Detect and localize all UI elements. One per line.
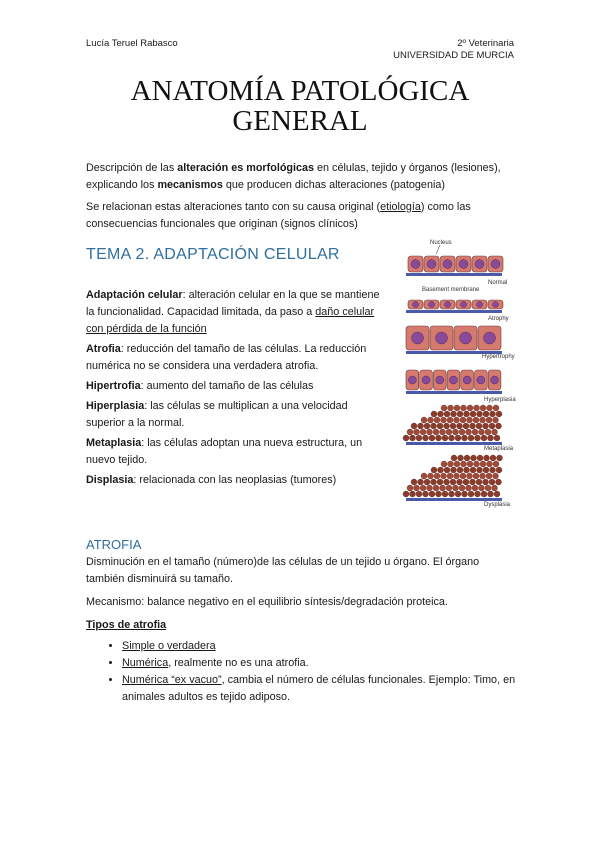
- dysplasia-cell: [403, 491, 409, 497]
- definitions-list: [86, 287, 386, 492]
- cell-nucleus: [429, 302, 435, 308]
- metaplasia-cell: [436, 435, 442, 441]
- metaplasia-cell: [421, 417, 427, 423]
- metaplasia-cell: [441, 405, 447, 411]
- underlined-term: etiología: [380, 201, 421, 213]
- dysplasia-cell: [459, 485, 465, 491]
- bold-term: mecanismos: [157, 179, 223, 191]
- dysplasia-cell: [427, 485, 433, 491]
- dysplasia-cell: [438, 467, 444, 473]
- metaplasia-cell: [438, 411, 444, 417]
- metaplasia-cell: [451, 411, 457, 417]
- dysplasia-cell: [457, 467, 463, 473]
- cell-nucleus: [484, 332, 496, 344]
- metaplasia-cell: [418, 423, 424, 429]
- metaplasia-cell: [431, 411, 437, 417]
- list-item: • Simple o verdadera: [122, 638, 542, 655]
- metaplasia-cell: [462, 435, 468, 441]
- intro-paragraph-1: Descripción de las alteración es morfológicas en células, tejido y órganos (lesiones), explicando los mecanismos que producen dichas alteraciones (patogenia): [86, 162, 501, 191]
- header-course: 2º Veterinaria: [457, 38, 514, 49]
- dysplasia-cell: [407, 485, 413, 491]
- cell-nucleus: [412, 332, 424, 344]
- dysplasia-cell: [441, 473, 447, 479]
- dysplasia-cell: [429, 491, 435, 497]
- metaplasia-cell: [420, 429, 426, 435]
- metaplasia-tissue: [403, 405, 502, 445]
- dysplasia-cell: [418, 479, 424, 485]
- metaplasia-cell: [416, 435, 422, 441]
- hypertrophy-tissue: [406, 326, 502, 354]
- dysplasia-cell: [490, 467, 496, 473]
- metaplasia-cell: [492, 429, 498, 435]
- metaplasia-cell: [467, 417, 473, 423]
- metaplasia-cell: [496, 423, 502, 429]
- dysplasia-cell: [481, 491, 487, 497]
- dysplasia-cell: [454, 461, 460, 467]
- cell-nucleus: [459, 260, 468, 269]
- dysplasia-cell: [496, 467, 502, 473]
- atrofia-paragraph-1: Disminución en el tamaño (número)de las células de un tejido u órgano. El órgano también disminuirá su tamaño.: [86, 556, 480, 585]
- dysplasia-cell: [490, 455, 496, 461]
- metaplasia-cell: [433, 429, 439, 435]
- dysplasia-cell: [473, 473, 479, 479]
- dysplasia-cell: [428, 473, 434, 479]
- dysplasia-cell: [488, 491, 494, 497]
- metaplasia-cell: [444, 411, 450, 417]
- metaplasia-cell: [475, 435, 481, 441]
- dysplasia-cell: [416, 491, 422, 497]
- metaplasia-cell: [427, 429, 433, 435]
- metaplasia-cell: [474, 405, 480, 411]
- metaplasia-cell: [431, 423, 437, 429]
- dysplasia-cell: [466, 485, 472, 491]
- metaplasia-cell: [403, 435, 409, 441]
- cell-nucleus: [460, 332, 472, 344]
- dysplasia-cell: [453, 485, 459, 491]
- dysplasia-cell: [455, 491, 461, 497]
- dysplasia-cell: [431, 467, 437, 473]
- dysplasia-cell: [411, 479, 417, 485]
- basement-membrane: [406, 391, 502, 394]
- basement-membrane: [406, 498, 502, 501]
- basement-membrane: [406, 442, 502, 445]
- cell-nucleus: [422, 376, 430, 384]
- metaplasia-cell: [490, 411, 496, 417]
- page-title: [0, 76, 600, 136]
- dysplasia-cell: [436, 491, 442, 497]
- metaplasia-cell: [470, 423, 476, 429]
- metaplasia-cell: [407, 429, 413, 435]
- basement-membrane: [406, 310, 502, 313]
- dysplasia-cell: [484, 455, 490, 461]
- dysplasia-cell: [451, 467, 457, 473]
- metaplasia-cell: [477, 411, 483, 417]
- metaplasia-cell: [480, 405, 486, 411]
- intro-paragraph-2: Se relacionan estas alteraciones tanto con su causa original (etiología) como las consecuencias funcionales que originan (signos clínicos): [86, 201, 471, 230]
- dysplasia-cell: [454, 473, 460, 479]
- dysplasia-cell: [494, 491, 500, 497]
- metaplasia-cell: [441, 417, 447, 423]
- hyperplasia-tissue: [406, 370, 502, 394]
- title-line-1: ANATOMÍA PATOLÓGICA: [130, 75, 470, 107]
- metaplasia-cell: [447, 417, 453, 423]
- dysplasia-cell: [446, 485, 452, 491]
- dysplasia-cell: [434, 473, 440, 479]
- dysplasia-cell: [468, 491, 474, 497]
- dysplasia-tissue: [403, 455, 503, 501]
- bold-term: alteración es morfológicas: [177, 162, 315, 174]
- metaplasia-cell: [453, 429, 459, 435]
- dysplasia-cell: [433, 485, 439, 491]
- dysplasia-cell: [437, 479, 443, 485]
- atrophy-tissue: [406, 300, 503, 313]
- cell-nucleus: [436, 332, 448, 344]
- list-item: • Numérica “ex vacuo”, cambia el número de células funcionales. Ejemplo: Timo, en animales adultos es tejido adiposo.: [122, 672, 542, 706]
- dysplasia-cell: [487, 461, 493, 467]
- metaplasia-cell: [466, 429, 472, 435]
- dysplasia-cell: [420, 485, 426, 491]
- normal-tissue: [406, 256, 503, 276]
- header-author: Lucía Teruel Rabasco: [86, 38, 178, 49]
- label-normal: Normal: [488, 280, 508, 286]
- def-atrofia: Atrofia: reducción del tamaño de las células. La reducción numérica no se considera una verdadera atrofia.: [86, 343, 367, 372]
- metaplasia-cell: [487, 405, 493, 411]
- metaplasia-cell: [442, 435, 448, 441]
- metaplasia-cell: [460, 417, 466, 423]
- def-hiperplasia: Hiperplasia: las células se multiplican a una velocidad superior a la normal.: [86, 400, 348, 429]
- cell-nucleus: [475, 260, 484, 269]
- cell-nucleus: [491, 260, 500, 269]
- dysplasia-cell: [462, 491, 468, 497]
- dysplasia-cell: [440, 485, 446, 491]
- section-heading-tema2: TEMA 2. ADAPTACIÓN CELULAR: [86, 246, 340, 263]
- metaplasia-cell: [459, 429, 465, 435]
- metaplasia-cell: [437, 423, 443, 429]
- dysplasia-cell: [464, 455, 470, 461]
- metaplasia-cell: [448, 405, 454, 411]
- cell-nucleus: [477, 376, 485, 384]
- basement-membrane: [406, 273, 502, 276]
- metaplasia-cell: [468, 435, 474, 441]
- dysplasia-cell: [448, 461, 454, 467]
- cell-nucleus: [449, 376, 457, 384]
- dysplasia-cell: [485, 485, 491, 491]
- metaplasia-cell: [483, 411, 489, 417]
- metaplasia-cell: [488, 435, 494, 441]
- cell-nucleus: [491, 376, 499, 384]
- metaplasia-cell: [485, 429, 491, 435]
- dysplasia-cell: [474, 461, 480, 467]
- metaplasia-cell: [486, 417, 492, 423]
- metaplasia-cell: [494, 435, 500, 441]
- dysplasia-cell: [477, 455, 483, 461]
- metaplasia-cell: [457, 411, 463, 417]
- label-hyperplasia: Hyperplasia: [484, 397, 516, 403]
- metaplasia-cell: [457, 423, 463, 429]
- metaplasia-cell: [428, 417, 434, 423]
- dysplasia-cell: [460, 473, 466, 479]
- dysplasia-cell: [486, 473, 492, 479]
- dysplasia-cell: [410, 491, 416, 497]
- dysplasia-cell: [442, 491, 448, 497]
- header-right: [393, 38, 514, 62]
- cell-nucleus: [461, 302, 467, 308]
- label-atrophy: Atrophy: [488, 316, 509, 322]
- dysplasia-cell: [479, 485, 485, 491]
- cell-nucleus: [493, 302, 499, 308]
- cellular-adaptation-figure: [392, 234, 516, 510]
- metaplasia-cell: [473, 417, 479, 423]
- def-displasia: Displasia: relacionada con las neoplasias (tumores): [86, 474, 337, 486]
- dysplasia-cell: [444, 479, 450, 485]
- label-dysplasia: Dysplasia: [484, 502, 511, 508]
- metaplasia-cell: [470, 411, 476, 417]
- dysplasia-cell: [493, 461, 499, 467]
- cell-nucleus: [427, 260, 436, 269]
- metaplasia-cell: [454, 417, 460, 423]
- metaplasia-cell: [455, 435, 461, 441]
- dysplasia-cell: [414, 485, 420, 491]
- label-basement-membrane: Basement membrane: [422, 287, 480, 293]
- cell-nucleus: [477, 302, 483, 308]
- metaplasia-cell: [496, 411, 502, 417]
- metaplasia-cell: [423, 435, 429, 441]
- cell-nucleus: [413, 302, 419, 308]
- metaplasia-cell: [440, 429, 446, 435]
- cell-nucleus: [463, 376, 471, 384]
- atrofia-paragraph-2: Mecanismo: balance negativo en el equilibrio síntesis/degradación proteica.: [86, 596, 448, 608]
- dysplasia-cell: [458, 455, 464, 461]
- metaplasia-cell: [414, 429, 420, 435]
- dysplasia-cell: [470, 479, 476, 485]
- dysplasia-cell: [493, 473, 499, 479]
- dysplasia-cell: [467, 473, 473, 479]
- label-metaplasia: Metaplasia: [484, 446, 514, 452]
- metaplasia-cell: [444, 423, 450, 429]
- dysplasia-cell: [483, 479, 489, 485]
- dysplasia-cell: [463, 479, 469, 485]
- label-hypertrophy: Hypertrophy: [482, 354, 515, 360]
- cell-nucleus: [411, 260, 420, 269]
- metaplasia-cell: [461, 405, 467, 411]
- metaplasia-cell: [483, 423, 489, 429]
- dysplasia-cell: [457, 479, 463, 485]
- tipos-list: [100, 638, 542, 706]
- dysplasia-cell: [477, 467, 483, 473]
- dysplasia-cell: [475, 491, 481, 497]
- dysplasia-cell: [424, 479, 430, 485]
- metaplasia-cell: [424, 423, 430, 429]
- dysplasia-cell: [451, 455, 457, 461]
- dysplasia-cell: [470, 467, 476, 473]
- metaplasia-cell: [467, 405, 473, 411]
- metaplasia-cell: [472, 429, 478, 435]
- metaplasia-cell: [489, 423, 495, 429]
- cell-nucleus: [436, 376, 444, 384]
- dysplasia-cell: [464, 467, 470, 473]
- cell-nucleus: [445, 302, 451, 308]
- dysplasia-cell: [476, 479, 482, 485]
- metaplasia-cell: [434, 417, 440, 423]
- cell-nucleus: [408, 376, 416, 384]
- dysplasia-cell: [489, 479, 495, 485]
- dysplasia-cell: [449, 491, 455, 497]
- cell-nucleus: [443, 260, 452, 269]
- list-item: • Numérica, realmente no es una atrofia.: [122, 655, 542, 672]
- dysplasia-cell: [450, 479, 456, 485]
- metaplasia-cell: [481, 435, 487, 441]
- dysplasia-cell: [441, 461, 447, 467]
- dysplasia-cell: [447, 473, 453, 479]
- nucleus-pointer: [436, 245, 440, 254]
- metaplasia-cell: [454, 405, 460, 411]
- header-university: UNIVERSIDAD DE MURCIA: [393, 50, 514, 61]
- metaplasia-cell: [464, 411, 470, 417]
- metaplasia-cell: [410, 435, 416, 441]
- dysplasia-cell: [444, 467, 450, 473]
- def-metaplasia: Metaplasia: las células adoptan una nueva estructura, un nuevo tejido.: [86, 437, 363, 466]
- def-adaptacion: Adaptación celular: alteración celular en la que se mantiene la funcionalidad. Capacidad limitada, da paso a daño celular con pérdida de la función: [86, 289, 380, 335]
- dysplasia-cell: [480, 461, 486, 467]
- dysplasia-cell: [467, 461, 473, 467]
- dysplasia-cell: [461, 461, 467, 467]
- metaplasia-cell: [480, 417, 486, 423]
- metaplasia-cell: [411, 423, 417, 429]
- section-heading-atrofia: ATROFIA: [86, 537, 142, 552]
- dysplasia-cell: [496, 479, 502, 485]
- metaplasia-cell: [429, 435, 435, 441]
- dysplasia-cell: [472, 485, 478, 491]
- metaplasia-cell: [476, 423, 482, 429]
- dysplasia-cell: [431, 479, 437, 485]
- label-nucleus: Nucleus: [430, 240, 452, 246]
- dysplasia-cell: [492, 485, 498, 491]
- dysplasia-cell: [480, 473, 486, 479]
- dysplasia-cell: [497, 455, 503, 461]
- title-line-2: GENERAL: [232, 105, 368, 137]
- metaplasia-cell: [463, 423, 469, 429]
- metaplasia-cell: [446, 429, 452, 435]
- dysplasia-cell: [483, 467, 489, 473]
- metaplasia-cell: [493, 405, 499, 411]
- tipos-heading: Tipos de atrofia: [86, 619, 167, 631]
- dysplasia-cell: [423, 491, 429, 497]
- dysplasia-cell: [421, 473, 427, 479]
- metaplasia-cell: [449, 435, 455, 441]
- metaplasia-cell: [450, 423, 456, 429]
- metaplasia-cell: [479, 429, 485, 435]
- def-hipertrofia: Hipertrofia: aumento del tamaño de las células: [86, 380, 314, 392]
- metaplasia-cell: [493, 417, 499, 423]
- dysplasia-cell: [471, 455, 477, 461]
